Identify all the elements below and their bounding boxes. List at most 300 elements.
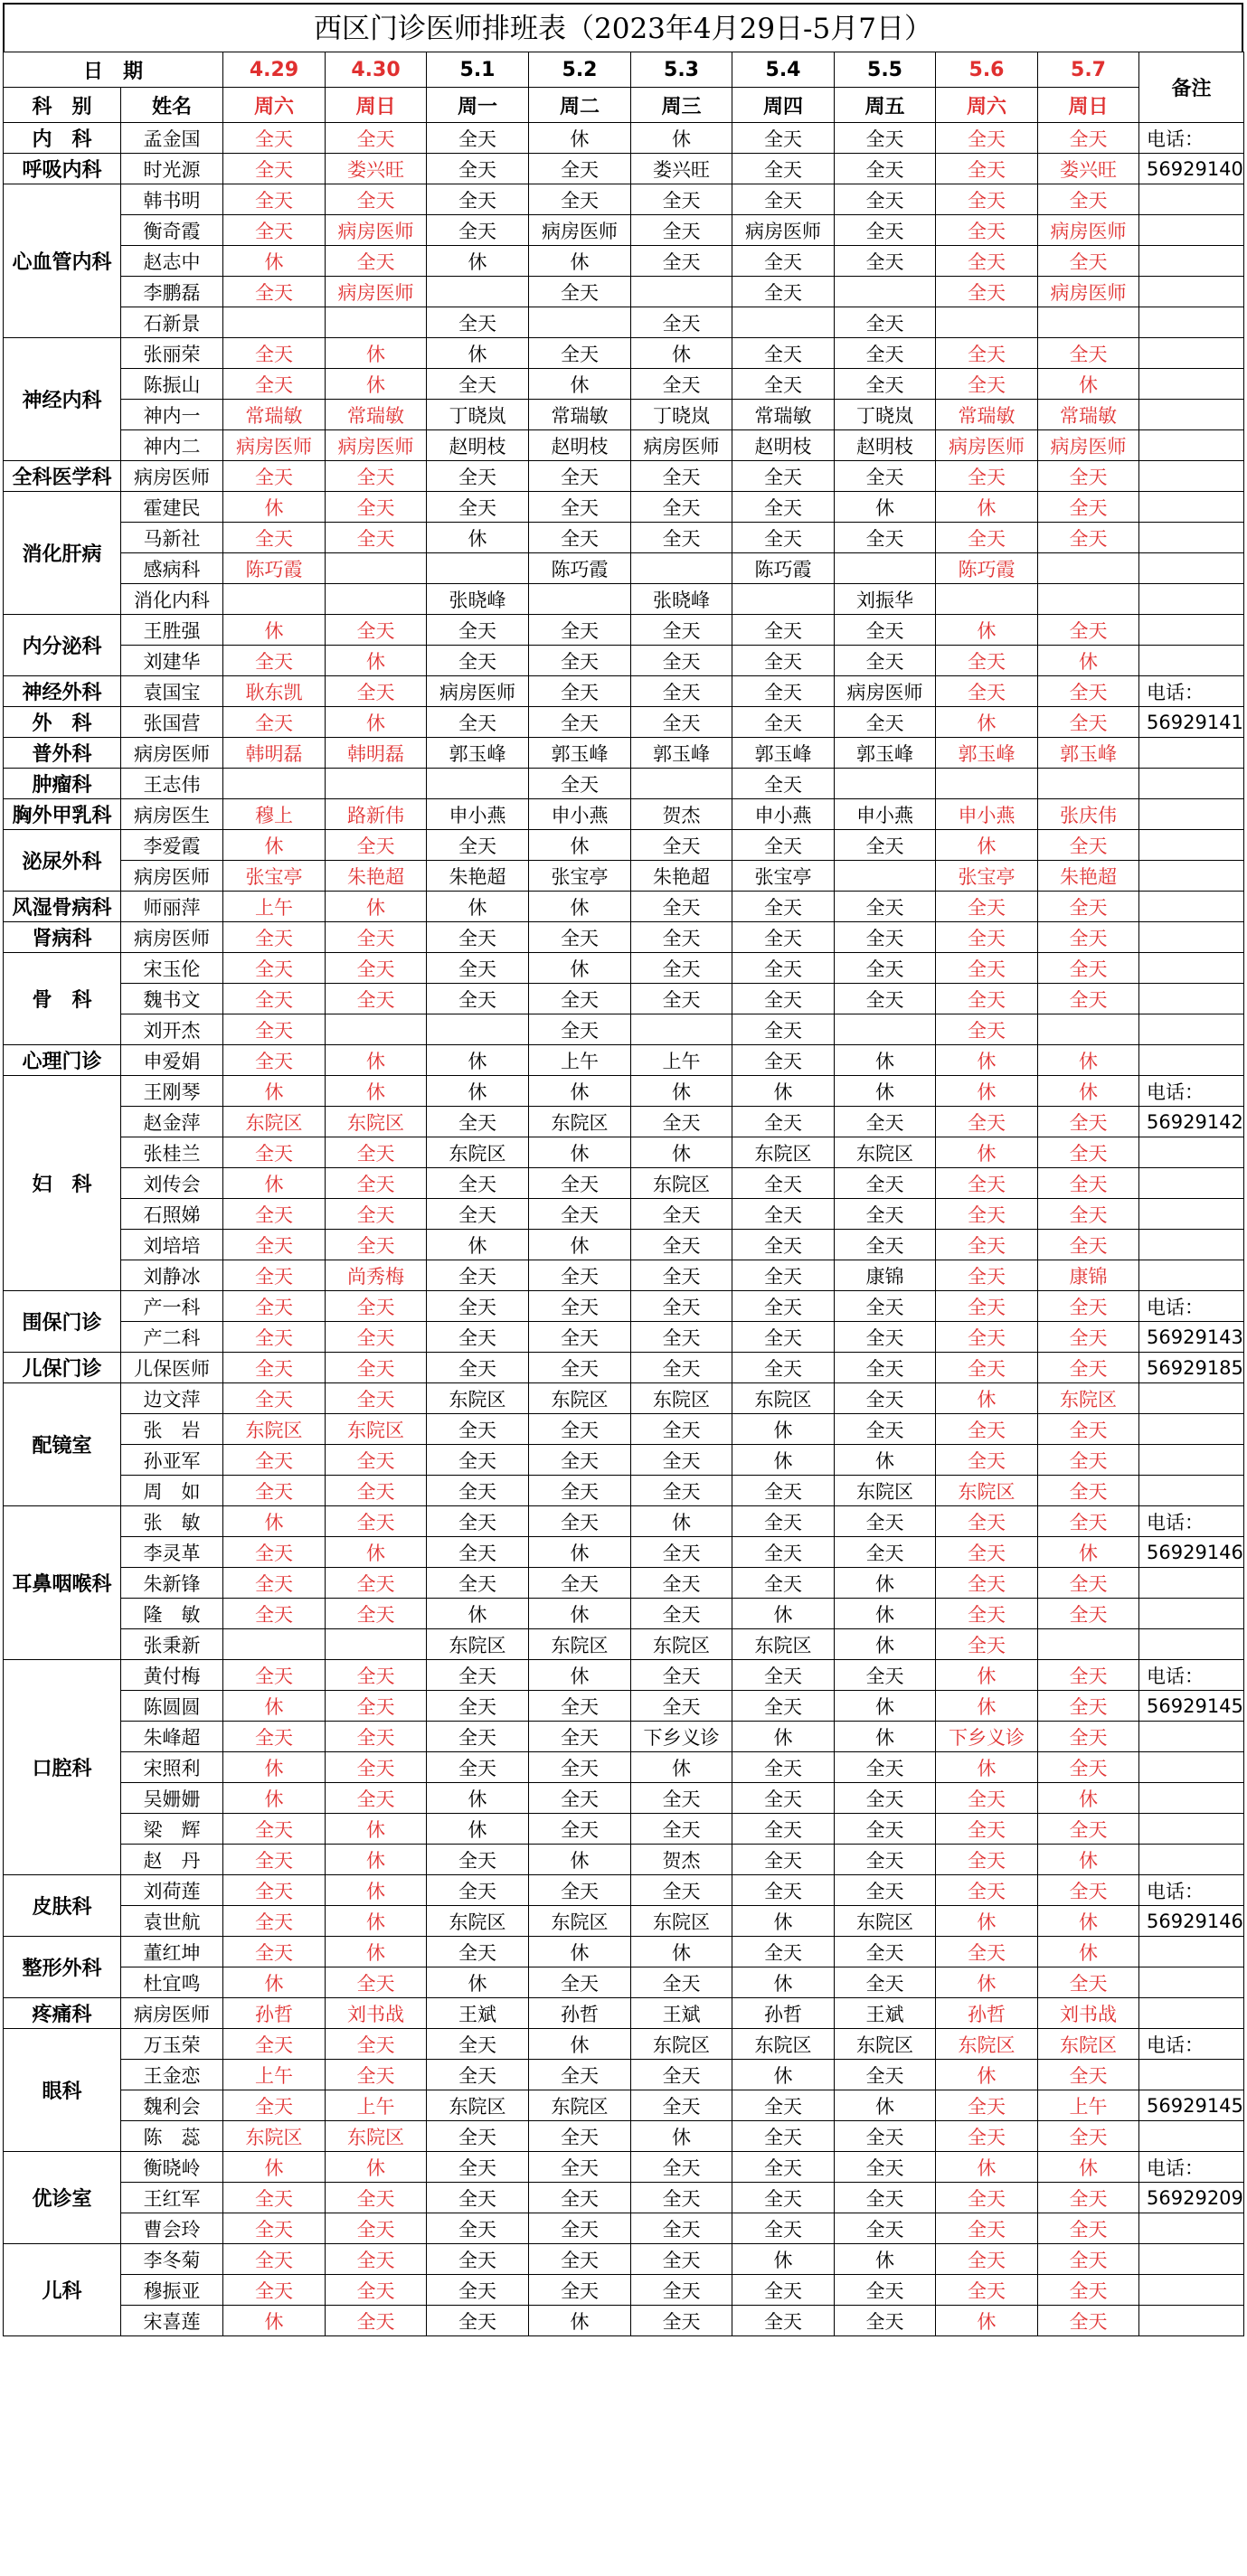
schedule-cell: 康锦: [1038, 1260, 1139, 1291]
schedule-cell: 休: [529, 953, 631, 984]
schedule-cell: 全天: [732, 1322, 835, 1353]
weekday-cell: 周五: [835, 88, 936, 123]
schedule-cell: 全天: [835, 523, 936, 553]
department-name: 儿科: [4, 2244, 121, 2336]
schedule-cell: 全天: [427, 1168, 529, 1199]
schedule-cell: 全天: [529, 184, 631, 215]
doctor-name: 朱新锋: [121, 1568, 223, 1599]
schedule-sheet: [3, 3, 1243, 2336]
schedule-cell: 全天: [835, 892, 936, 922]
schedule-cell: 全天: [427, 922, 529, 953]
schedule-cell: 朱艳超: [631, 861, 732, 892]
schedule-cell: [223, 769, 326, 799]
schedule-cell: 全天: [529, 2121, 631, 2152]
schedule-cell: 全天: [1038, 892, 1139, 922]
schedule-cell: 全天: [1038, 2121, 1139, 2152]
schedule-cell: 全天: [835, 1875, 936, 1906]
schedule-cell: 申小燕: [732, 799, 835, 830]
schedule-cell: 病房医师: [835, 676, 936, 707]
schedule-cell: 全天: [326, 1137, 427, 1168]
schedule-cell: 全天: [223, 1230, 326, 1260]
doctor-name: 隆 敏: [121, 1599, 223, 1629]
schedule-cell: [326, 1629, 427, 1660]
note-cell: [1139, 1967, 1244, 1998]
schedule-cell: 休: [732, 1445, 835, 1476]
note-cell: [1139, 2213, 1244, 2244]
dept-label: 科 别: [4, 88, 121, 123]
schedule-cell: 东院区: [427, 1629, 529, 1660]
schedule-cell: 全天: [936, 1322, 1038, 1353]
schedule-cell: [1038, 553, 1139, 584]
schedule-cell: 全天: [631, 615, 732, 646]
schedule-cell: 休: [529, 2306, 631, 2336]
schedule-cell: 全天: [223, 1291, 326, 1322]
schedule-cell: 休: [529, 1230, 631, 1260]
schedule-cell: 休: [936, 1076, 1038, 1107]
note-cell: [1139, 646, 1244, 676]
schedule-cell: 全天: [223, 1845, 326, 1875]
schedule-cell: [835, 1014, 936, 1045]
weekday-cell: 周一: [427, 88, 529, 123]
table-row: [4, 492, 1244, 523]
table-row: [4, 2029, 1244, 2060]
schedule-cell: 全天: [1038, 184, 1139, 215]
schedule-cell: 全天: [529, 1291, 631, 1322]
table-row: [4, 2152, 1244, 2183]
schedule-cell: [936, 584, 1038, 615]
doctor-name: 王志伟: [121, 769, 223, 799]
schedule-cell: 全天: [326, 1322, 427, 1353]
schedule-cell: 全天: [936, 892, 1038, 922]
schedule-cell: 全天: [835, 215, 936, 246]
schedule-cell: [326, 307, 427, 338]
schedule-cell: 东院区: [631, 1629, 732, 1660]
schedule-cell: 东院区: [732, 2029, 835, 2060]
note-cell: [1139, 1168, 1244, 1199]
schedule-cell: 休: [1038, 1537, 1139, 1568]
schedule-cell: 全天: [631, 2213, 732, 2244]
date-cell: 4.29: [223, 52, 326, 88]
schedule-cell: 张宝亭: [936, 861, 1038, 892]
note-cell: [1139, 1199, 1244, 1230]
schedule-cell: 全天: [427, 1414, 529, 1445]
schedule-cell: 全天: [427, 2029, 529, 2060]
table-row: [4, 1967, 1244, 1998]
table-row: [4, 1537, 1244, 1568]
department-name: 肾病科: [4, 922, 121, 953]
schedule-cell: 全天: [936, 1845, 1038, 1875]
schedule-cell: 休: [427, 1076, 529, 1107]
schedule-cell: 全天: [529, 676, 631, 707]
schedule-cell: 全天: [529, 1691, 631, 1722]
table-row: [4, 307, 1244, 338]
note-cell: [1139, 738, 1244, 769]
schedule-cell: 全天: [936, 1291, 1038, 1322]
schedule-cell: 全天: [631, 1291, 732, 1322]
schedule-cell: [223, 307, 326, 338]
schedule-cell: 休: [223, 2152, 326, 2183]
schedule-cell: 全天: [223, 215, 326, 246]
note-cell: 电话：: [1139, 1875, 1244, 1906]
schedule-cell: 全天: [223, 1353, 326, 1383]
schedule-cell: 全天: [427, 1937, 529, 1967]
table-row: [4, 1014, 1244, 1045]
schedule-cell: 全天: [835, 2275, 936, 2306]
schedule-cell: 休: [936, 1660, 1038, 1691]
schedule-cell: 孙哲: [223, 1998, 326, 2029]
schedule-cell: 全天: [427, 1291, 529, 1322]
schedule-cell: 全天: [1038, 1506, 1139, 1537]
doctor-name: 袁国宝: [121, 676, 223, 707]
schedule-cell: 全天: [427, 1568, 529, 1599]
schedule-cell: 全天: [223, 1660, 326, 1691]
schedule-cell: 全天: [1038, 1322, 1139, 1353]
schedule-cell: 贺杰: [631, 799, 732, 830]
schedule-cell: 全天: [326, 123, 427, 154]
schedule-cell: 全天: [427, 1353, 529, 1383]
schedule-cell: 全天: [936, 2183, 1038, 2213]
schedule-cell: 休: [326, 1937, 427, 1967]
schedule-cell: 全天: [529, 1875, 631, 1906]
schedule-cell: 常瑞敏: [1038, 400, 1139, 430]
schedule-cell: [631, 1014, 732, 1045]
schedule-cell: 全天: [835, 1937, 936, 1967]
note-cell: [1139, 430, 1244, 461]
table-row: [4, 2121, 1244, 2152]
schedule-cell: 全天: [1038, 1199, 1139, 1230]
table-row: [4, 1998, 1244, 2029]
schedule-cell: 全天: [732, 1353, 835, 1383]
schedule-cell: 全天: [1038, 1137, 1139, 1168]
schedule-cell: 休: [326, 1537, 427, 1568]
schedule-cell: 上午: [529, 1045, 631, 1076]
schedule-cell: 全天: [631, 2090, 732, 2121]
schedule-cell: 休: [732, 1076, 835, 1107]
note-cell: [1139, 830, 1244, 861]
schedule-cell: 休: [1038, 1076, 1139, 1107]
schedule-cell: 全天: [326, 615, 427, 646]
schedule-cell: 全天: [835, 246, 936, 277]
doctor-name: 魏书文: [121, 984, 223, 1014]
schedule-cell: 休: [631, 1137, 732, 1168]
schedule-cell: 全天: [223, 1014, 326, 1045]
schedule-cell: 病房医师: [326, 430, 427, 461]
doctor-name: 病房医师: [121, 861, 223, 892]
schedule-cell: 全天: [936, 2090, 1038, 2121]
schedule-cell: 休: [936, 830, 1038, 861]
schedule-cell: 休: [835, 1445, 936, 1476]
schedule-cell: 全天: [1038, 2244, 1139, 2275]
schedule-cell: 全天: [732, 2213, 835, 2244]
schedule-cell: 全天: [835, 184, 936, 215]
department-name: 全科医学科: [4, 461, 121, 492]
schedule-cell: 全天: [732, 676, 835, 707]
schedule-cell: 休: [529, 2029, 631, 2060]
schedule-cell: 全天: [936, 2275, 1038, 2306]
schedule-cell: 张晓峰: [631, 584, 732, 615]
schedule-cell: 全天: [631, 2275, 732, 2306]
schedule-cell: 休: [326, 1814, 427, 1845]
schedule-cell: 全天: [326, 1445, 427, 1476]
schedule-cell: 全天: [835, 1414, 936, 1445]
doctor-name: 时光源: [121, 154, 223, 184]
name-label: 姓名: [121, 88, 223, 123]
table-row: [4, 861, 1244, 892]
schedule-cell: 全天: [835, 1845, 936, 1875]
schedule-cell: 全天: [427, 1752, 529, 1783]
schedule-cell: [326, 1014, 427, 1045]
header-weekday-row: [4, 88, 1244, 123]
doctor-name: 张 敏: [121, 1506, 223, 1537]
note-cell: [1139, 1937, 1244, 1967]
schedule-cell: 全天: [936, 277, 1038, 307]
schedule-cell: 全天: [529, 1322, 631, 1353]
table-row: [4, 1906, 1244, 1937]
schedule-cell: 全天: [223, 277, 326, 307]
schedule-cell: 全天: [529, 707, 631, 738]
schedule-cell: 康锦: [835, 1260, 936, 1291]
schedule-cell: 全天: [835, 123, 936, 154]
table-row: [4, 154, 1244, 184]
schedule-cell: 全天: [732, 1045, 835, 1076]
schedule-cell: 全天: [427, 154, 529, 184]
table-row: [4, 1168, 1244, 1199]
table-row: [4, 830, 1244, 861]
table-row: [4, 1199, 1244, 1230]
schedule-cell: 张庆伟: [1038, 799, 1139, 830]
table-row: [4, 707, 1244, 738]
schedule-cell: 全天: [427, 492, 529, 523]
note-cell: [1139, 984, 1244, 1014]
schedule-cell: 全天: [936, 676, 1038, 707]
schedule-cell: 全天: [427, 1660, 529, 1691]
schedule-cell: 全天: [529, 2152, 631, 2183]
schedule-cell: 王斌: [835, 1998, 936, 2029]
note-cell: [1139, 1045, 1244, 1076]
schedule-cell: 上午: [1038, 2090, 1139, 2121]
doctor-name: 张桂兰: [121, 1137, 223, 1168]
schedule-cell: 全天: [936, 338, 1038, 369]
schedule-cell: 郭玉峰: [427, 738, 529, 769]
schedule-cell: 全天: [427, 1260, 529, 1291]
schedule-cell: 休: [936, 1906, 1038, 1937]
schedule-cell: 全天: [732, 523, 835, 553]
schedule-cell: 全天: [936, 953, 1038, 984]
schedule-cell: 全天: [1038, 1814, 1139, 1845]
table-row: [4, 184, 1244, 215]
department-name: 儿保门诊: [4, 1353, 121, 1383]
schedule-cell: 全天: [732, 1845, 835, 1875]
schedule-cell: [631, 553, 732, 584]
schedule-cell: 全天: [223, 154, 326, 184]
table-row: [4, 400, 1244, 430]
schedule-cell: 休: [835, 1691, 936, 1722]
schedule-cell: 东院区: [427, 1137, 529, 1168]
schedule-cell: 朱艳超: [326, 861, 427, 892]
doctor-name: 刘荷莲: [121, 1875, 223, 1906]
note-cell: [1139, 1414, 1244, 1445]
schedule-cell: 申小燕: [835, 799, 936, 830]
schedule-cell: 休: [936, 1691, 1038, 1722]
schedule-cell: 全天: [835, 338, 936, 369]
schedule-cell: 休: [427, 1814, 529, 1845]
schedule-cell: 休: [732, 1599, 835, 1629]
department-name: 皮肤科: [4, 1875, 121, 1937]
schedule-cell: 全天: [732, 1783, 835, 1814]
schedule-cell: 全天: [223, 1199, 326, 1230]
schedule-cell: 全天: [223, 646, 326, 676]
schedule-cell: [835, 553, 936, 584]
doctor-name: 董红坤: [121, 1937, 223, 1967]
schedule-cell: 休: [529, 369, 631, 400]
schedule-cell: 全天: [936, 215, 1038, 246]
schedule-cell: 全天: [529, 1506, 631, 1537]
schedule-cell: 全天: [1038, 1967, 1139, 1998]
schedule-cell: 东院区: [835, 2029, 936, 2060]
schedule-cell: 休: [732, 2244, 835, 2275]
schedule-cell: 全天: [427, 461, 529, 492]
table-row: [4, 922, 1244, 953]
table-row: [4, 1629, 1244, 1660]
schedule-cell: 全天: [835, 1814, 936, 1845]
doctor-name: 产二科: [121, 1322, 223, 1353]
schedule-cell: 病房医师: [631, 430, 732, 461]
schedule-cell: 全天: [732, 769, 835, 799]
schedule-cell: 全天: [223, 2029, 326, 2060]
table-row: [4, 1937, 1244, 1967]
schedule-cell: 全天: [732, 2183, 835, 2213]
doctor-name: 马新社: [121, 523, 223, 553]
note-cell: [1139, 769, 1244, 799]
schedule-cell: 全天: [1038, 1414, 1139, 1445]
doctor-name: 宋喜莲: [121, 2306, 223, 2336]
schedule-cell: 全天: [936, 1537, 1038, 1568]
schedule-cell: 全天: [326, 922, 427, 953]
schedule-cell: 全天: [936, 1875, 1038, 1906]
schedule-cell: 全天: [223, 1322, 326, 1353]
schedule-cell: 全天: [529, 1260, 631, 1291]
schedule-cell: 全天: [732, 646, 835, 676]
schedule-cell: 全天: [326, 1599, 427, 1629]
note-cell: [1139, 1260, 1244, 1291]
table-row: [4, 1752, 1244, 1783]
table-row: [4, 215, 1244, 246]
schedule-cell: 病房医师: [1038, 215, 1139, 246]
schedule-cell: 休: [223, 1506, 326, 1537]
schedule-cell: 全天: [326, 830, 427, 861]
schedule-cell: 东院区: [936, 1476, 1038, 1506]
schedule-cell: [1038, 584, 1139, 615]
schedule-cell: 全天: [936, 1814, 1038, 1845]
table-row: [4, 2060, 1244, 2090]
schedule-cell: 全天: [223, 2275, 326, 2306]
schedule-cell: 全天: [1038, 830, 1139, 861]
schedule-cell: 全天: [835, 1322, 936, 1353]
doctor-name: 梁 辉: [121, 1814, 223, 1845]
schedule-cell: 休: [326, 892, 427, 922]
doctor-name: 神内一: [121, 400, 223, 430]
table-row: [4, 2090, 1244, 2121]
schedule-cell: 全天: [936, 523, 1038, 553]
schedule-cell: 全天: [835, 1660, 936, 1691]
schedule-cell: 休: [223, 830, 326, 861]
note-cell: 56929146: [1139, 1906, 1244, 1937]
schedule-cell: 全天: [427, 953, 529, 984]
doctor-name: 李鹏磊: [121, 277, 223, 307]
schedule-cell: 东院区: [1038, 1383, 1139, 1414]
schedule-cell: 休: [223, 1967, 326, 1998]
note-cell: [1139, 2244, 1244, 2275]
schedule-cell: 全天: [732, 1814, 835, 1845]
schedule-cell: 休: [631, 1506, 732, 1537]
schedule-cell: 全天: [732, 984, 835, 1014]
schedule-cell: 全天: [326, 1199, 427, 1230]
note-cell: [1139, 922, 1244, 953]
schedule-cell: 全天: [936, 123, 1038, 154]
doctor-name: 刘建华: [121, 646, 223, 676]
schedule-cell: 全天: [223, 1568, 326, 1599]
schedule-cell: 全天: [223, 984, 326, 1014]
schedule-cell: 刘振华: [835, 584, 936, 615]
schedule-cell: 全天: [732, 461, 835, 492]
schedule-cell: 休: [529, 1137, 631, 1168]
schedule-cell: 东院区: [529, 1906, 631, 1937]
note-cell: 56929143: [1139, 1322, 1244, 1353]
note-cell: [1139, 461, 1244, 492]
page-title: 西区门诊医师排班表（2023年4月29日-5月7日）: [3, 3, 1243, 52]
schedule-cell: 申小燕: [427, 799, 529, 830]
schedule-cell: 全天: [631, 1445, 732, 1476]
doctor-name: 神内二: [121, 430, 223, 461]
doctor-name: 儿保医师: [121, 1353, 223, 1383]
doctor-name: 刘培培: [121, 1230, 223, 1260]
schedule-cell: 全天: [936, 984, 1038, 1014]
schedule-cell: 全天: [427, 615, 529, 646]
schedule-cell: [529, 584, 631, 615]
schedule-cell: 全天: [529, 1353, 631, 1383]
schedule-cell: 全天: [223, 1445, 326, 1476]
doctor-name: 韩书明: [121, 184, 223, 215]
schedule-cell: 全天: [1038, 953, 1139, 984]
schedule-cell: 东院区: [529, 1383, 631, 1414]
schedule-cell: 全天: [529, 338, 631, 369]
doctor-name: 李冬菊: [121, 2244, 223, 2275]
schedule-cell: 郭玉峰: [529, 738, 631, 769]
schedule-cell: [732, 584, 835, 615]
schedule-cell: 休: [835, 1076, 936, 1107]
schedule-cell: 全天: [835, 830, 936, 861]
schedule-cell: 休: [326, 338, 427, 369]
schedule-cell: 全天: [835, 1383, 936, 1414]
note-cell: [1139, 184, 1244, 215]
schedule-cell: 娄兴旺: [326, 154, 427, 184]
schedule-cell: 全天: [1038, 1568, 1139, 1599]
schedule-cell: 休: [223, 1691, 326, 1722]
schedule-cell: 上午: [326, 2090, 427, 2121]
schedule-cell: 休: [835, 1568, 936, 1599]
schedule-cell: 丁晓岚: [835, 400, 936, 430]
schedule-cell: 全天: [427, 1875, 529, 1906]
schedule-cell: 全天: [631, 1107, 732, 1137]
schedule-cell: 全天: [1038, 1291, 1139, 1322]
schedule-cell: 全天: [1038, 2183, 1139, 2213]
schedule-cell: 休: [936, 492, 1038, 523]
schedule-cell: 申小燕: [936, 799, 1038, 830]
doctor-name: 霍建民: [121, 492, 223, 523]
schedule-cell: 全天: [1038, 1230, 1139, 1260]
schedule-cell: 休: [427, 1230, 529, 1260]
schedule-cell: 东院区: [326, 1107, 427, 1137]
